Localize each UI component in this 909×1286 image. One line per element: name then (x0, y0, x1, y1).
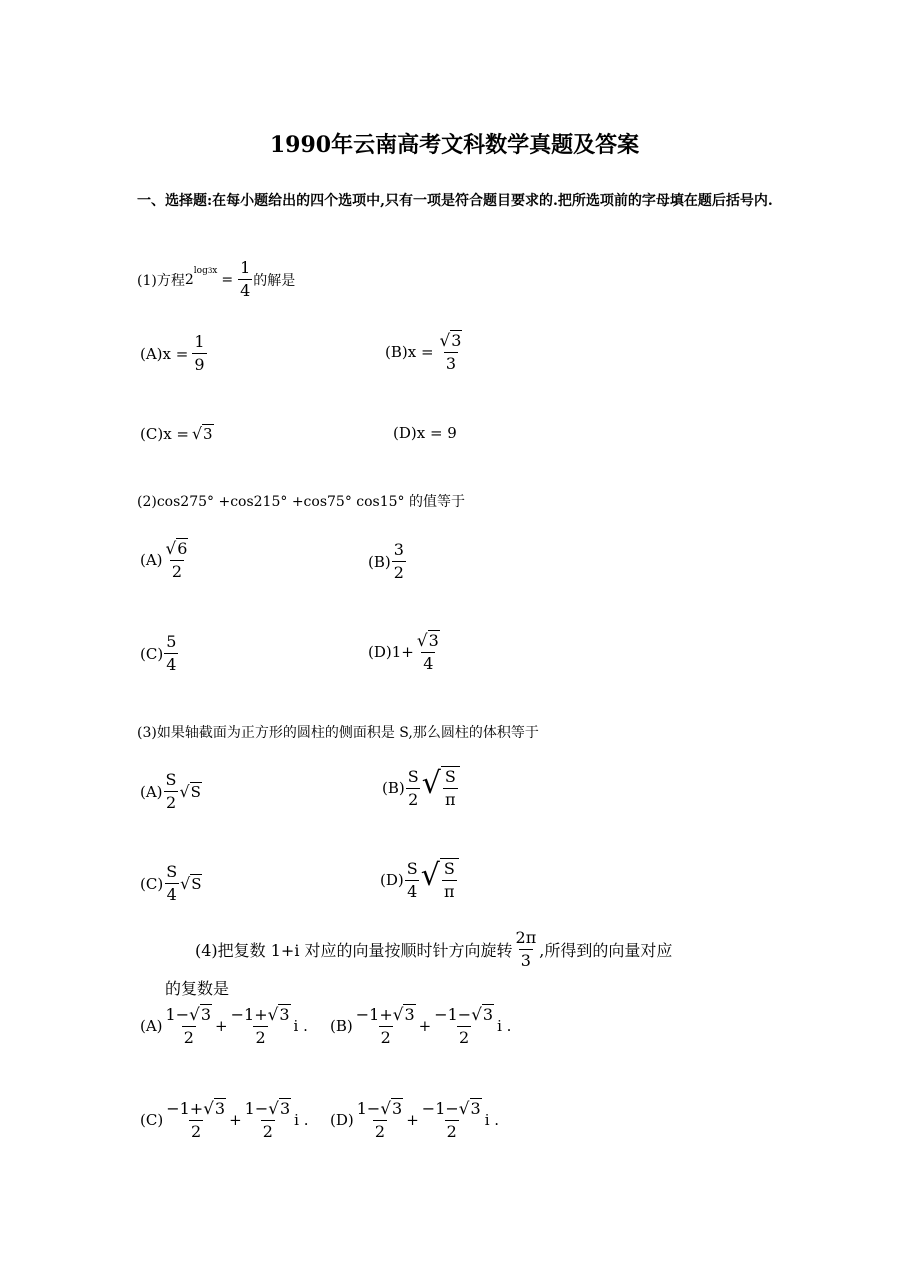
q2-b-fraction: $\frac{3}{2}$ (393, 540, 404, 582)
q2-option-d[interactable]: (D) 1+ √ 3 4 (368, 630, 443, 674)
q3-option-d[interactable]: (D) $\frac{S}{4}$ √ $\frac{S}{\pi}$ (380, 858, 459, 902)
q4-option-d[interactable]: (D) 1− √ 3 2 + −1− √ 3 2 i . (330, 1098, 500, 1141)
q1-b-fraction: √ 3 3 (439, 330, 462, 373)
q1-prefix: (1)方程 (137, 272, 185, 289)
question-3: (3)如果轴截面为正方形的圆柱的侧面积是 S,那么圆柱的体积等于 (137, 725, 539, 741)
section-text: 在每小题给出的四个选项中,只有一项是符合题目要求的.把所选项前的字母填在题后括号内. (212, 193, 773, 209)
q1-c-sqrt: √ 3 (191, 424, 213, 443)
page-title: 1990年云南高考文科数学真题及答案 (269, 132, 640, 158)
q4-c-fraction-2: 1− √ 3 2 (244, 1098, 291, 1141)
q1-exponent: log3x (193, 265, 218, 276)
q3-c-sqrt: √ S (180, 874, 202, 893)
q1-option-b[interactable]: (B) x = √ 3 3 (385, 330, 465, 374)
q1-option-d[interactable]: (D)x = 9 (393, 424, 457, 442)
q4-d-fraction-1: 1− √ 3 2 (356, 1098, 403, 1141)
q4-c-fraction-1: −1+ √ 3 2 (166, 1098, 226, 1141)
q3-b-fraction: $\frac{S}{2}$ (407, 766, 419, 809)
q2-c-fraction: $\frac{5}{4}$ (166, 632, 177, 674)
q3-a-sqrt: √ S (179, 782, 201, 801)
section-heading: 一、选择题: (137, 193, 213, 209)
q2-a-fraction: √ 6 2 (165, 538, 188, 581)
q1-fraction: $\frac{1}{4}$ (240, 258, 251, 300)
q1-option-c[interactable]: (C) x = √ 3 (140, 424, 213, 443)
q3-d-sqrt: √ $\frac{S}{\pi}$ (421, 858, 459, 902)
question-2: (2)cos275° +cos215° +cos75° cos15° 的值等于 (137, 494, 465, 510)
q3-b-sqrt: √ $\frac{S}{\pi}$ (422, 766, 460, 810)
q3-option-c[interactable]: (C) $\frac{S}{4}$ √ S (140, 862, 202, 904)
question-1 (137, 258, 295, 301)
q4-d-fraction-2: −1− √ 3 2 (421, 1098, 481, 1141)
q4-a-fraction-1: 1− √ 3 2 (165, 1004, 212, 1047)
q3-option-b[interactable]: (B) $\frac{S}{2}$ √ $\frac{S}{\pi}$ (382, 766, 460, 810)
q4-a-fraction-2: −1+ √ 3 2 (230, 1004, 290, 1047)
q3-d-fraction: $\frac{S}{4}$ (406, 858, 418, 901)
q2-option-b[interactable]: (B) $\frac{3}{2}$ (368, 540, 404, 582)
q1-base: 2 (184, 271, 194, 288)
q4-b-fraction-1: −1+ √ 3 2 (355, 1004, 415, 1047)
q2-option-c[interactable]: (C) $\frac{5}{4}$ (140, 632, 177, 674)
q1-option-a[interactable]: (A) x = $\frac{1}{9}$ (140, 332, 205, 374)
q4-option-c[interactable]: (C) −1+ √ 3 2 + 1− √ 3 2 i . (140, 1098, 309, 1141)
question-4-line-2: 的复数是 (165, 979, 230, 998)
q2-d-fraction: √ 3 4 (416, 630, 439, 673)
question-4: (4)把复数 1+i 对应的向量按顺时针方向旋转 $\frac{2\pi}{3}$ ,所得到的向量对应 (195, 928, 673, 970)
q2-option-a[interactable]: (A) √ 6 2 (140, 538, 191, 582)
q4-option-a[interactable]: (A) 1− √ 3 2 + −1+ √ 3 2 i . (140, 1004, 308, 1047)
q3-c-fraction: $\frac{S}{4}$ (166, 862, 178, 904)
q4-option-b[interactable]: (B) −1+ √ 3 2 + −1− √ 3 2 i . (330, 1004, 512, 1047)
q4-b-fraction-2: −1− √ 3 2 (434, 1004, 494, 1047)
q4-angle-fraction: $\frac{2\pi}{3}$ (515, 928, 537, 970)
q3-a-fraction: $\frac{S}{2}$ (165, 770, 177, 812)
q1-suffix: 的解是 (253, 272, 296, 289)
q3-option-a[interactable]: (A) $\frac{S}{2}$ √ S (140, 770, 201, 812)
section-instruction (137, 188, 777, 214)
q1-equals: = (221, 271, 234, 288)
q1-a-fraction: $\frac{1}{9}$ (194, 332, 205, 374)
